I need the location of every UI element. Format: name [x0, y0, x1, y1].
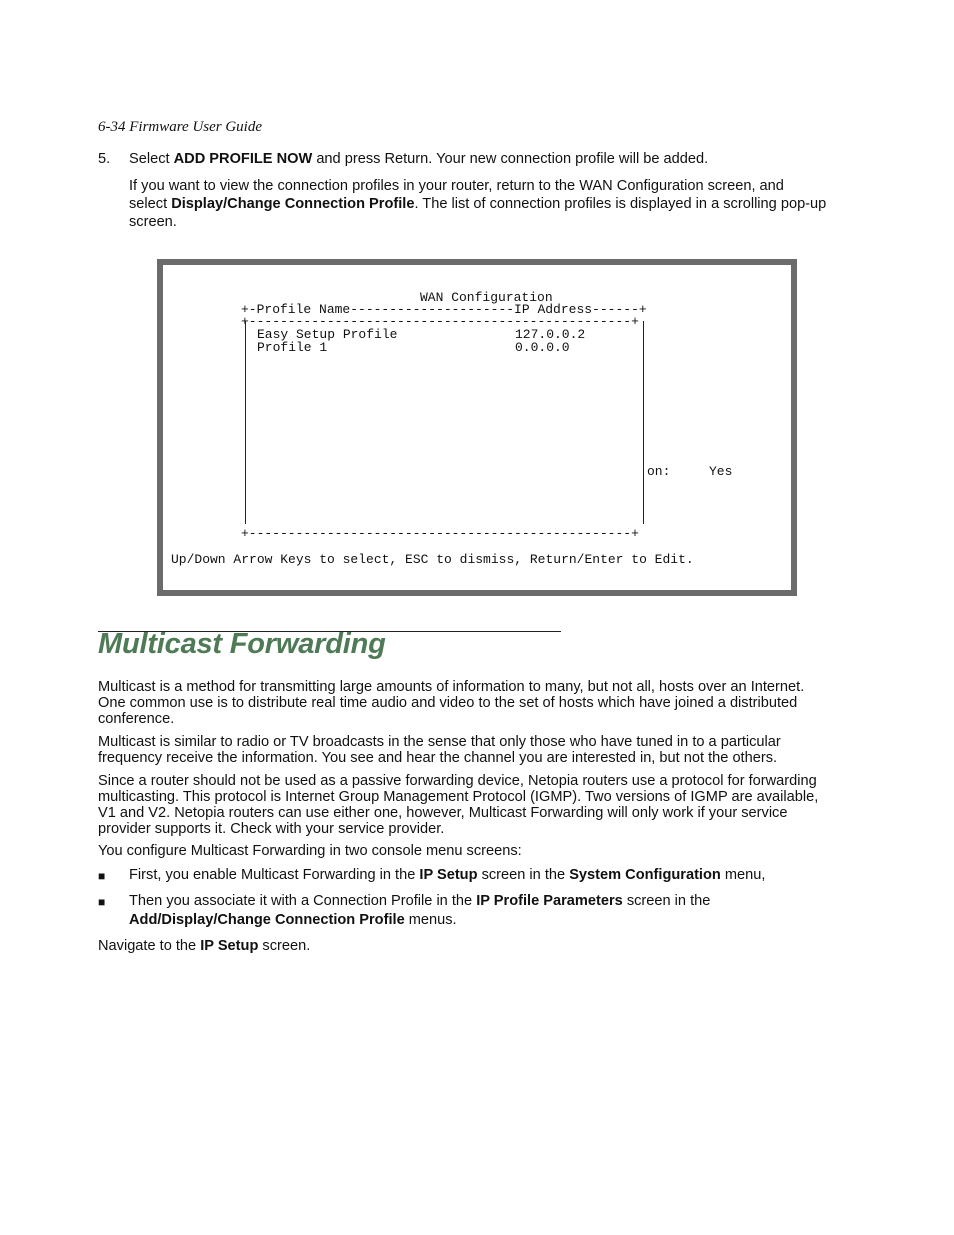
bullet-2-text: Then you associate it with a Connection Profile in the IP Profile Parameters screen in the Add/Display/Change Connection Profile menus. [129, 893, 711, 928]
console-header-row: +-Profile Name---------------------IP Address------+ [241, 302, 647, 317]
console-screen [157, 259, 797, 596]
paragraph-3: Since a router should not be used as a passive forwarding device, Netopia routers use a protocol for forwarding multicasting. This protocol is Internet Group Management Protocol (IGMP). Two versions of IGMP are available, V1 and V2. Netopia routers can use either one, however, Multicast Forwarding will only work if your service provider supports it. Check with your service provider. [98, 773, 819, 837]
bullet-1-text: First, you enable Multicast Forwarding in the IP Setup screen in the System Configuration menu, [129, 867, 766, 883]
step-number: 5. [98, 151, 111, 167]
profile-row-ip: 127.0.0.2 [515, 327, 586, 342]
step-5-text: Select ADD PROFILE NOW and press Return. Your new connection profile will be added. [129, 151, 709, 167]
paragraph-2: Multicast is similar to radio or TV broadcasts in the sense that only those who have tuned in to a particular frequency receive the information. You see and hear the channel you are interested in, but not the others. [98, 734, 781, 766]
console-bottom-row: +-------------------------------------------------+ [241, 526, 639, 541]
console-footer-hint: Up/Down Arrow Keys to select, ESC to dismiss, Return/Enter to Edit. [171, 552, 694, 567]
paragraph-1: Multicast is a method for transmitting large amounts of information to many, but not all, hosts over an Internet. One common use is to distribute real time audio and video to the set of hosts which have joined a distributed conference. [98, 679, 805, 727]
list-left-border [245, 321, 246, 524]
profile-row-name[interactable]: Easy Setup Profile [257, 327, 398, 342]
console-separator-row: +-------------------------------------------------+ [241, 314, 639, 329]
add-profile-now-label: ADD PROFILE NOW [173, 151, 313, 167]
navigate-instruction: Navigate to the IP Setup screen. [98, 938, 311, 954]
paragraph-4: You configure Multicast Forwarding in two console menu screens: [98, 843, 522, 859]
step-5-note: If you want to view the connection profiles in your router, return to the WAN Configuration screen, and select Display/Change Connection Profile. The list of connection profiles is displayed in a scrolling pop-up screen. [129, 178, 827, 230]
profile-row-ip: 0.0.0.0 [515, 340, 570, 355]
bullet-marker: ■ [98, 869, 106, 883]
list-right-border [643, 321, 644, 524]
side-value: Yes [709, 464, 733, 479]
display-change-profile-label: Display/Change Connection Profile [171, 196, 415, 212]
bullet-marker: ■ [98, 895, 106, 909]
side-label: on: [647, 464, 671, 479]
section-title: Multicast Forwarding [98, 628, 386, 660]
running-head: 6-34 Firmware User Guide [98, 119, 263, 135]
console-title: WAN Configuration [420, 290, 553, 305]
profile-row-name[interactable]: Profile 1 [257, 340, 328, 355]
